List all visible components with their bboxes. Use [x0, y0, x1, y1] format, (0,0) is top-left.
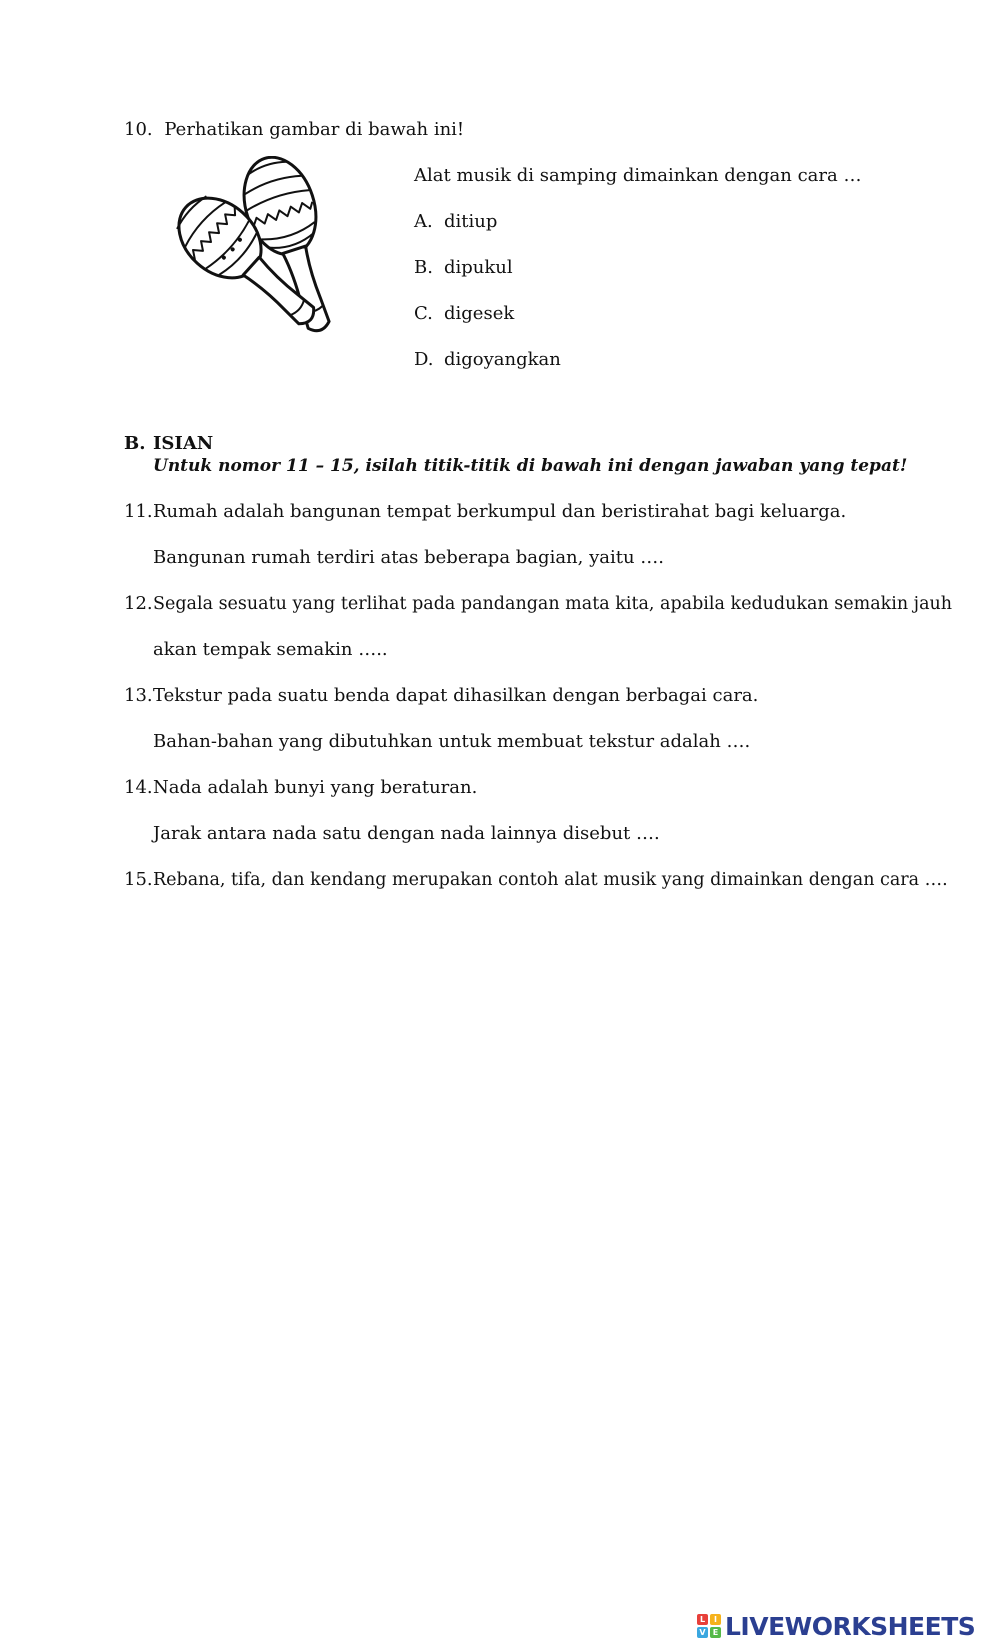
logo-letter: I	[710, 1614, 721, 1625]
item-14-line2: Jarak antara nada satu dengan nada lainnya disebut ….	[153, 823, 660, 844]
item-12-line2: akan tempak semakin …..	[153, 639, 388, 660]
item-11-number: 11.	[124, 501, 153, 522]
item-14-number: 14.	[124, 777, 153, 798]
option-text: digesek	[444, 303, 515, 324]
option-letter: C.	[414, 303, 433, 324]
item-15-number: 15.	[124, 869, 153, 890]
q10-number: 10.	[124, 119, 153, 140]
maracas-illustration	[168, 156, 368, 356]
logo-letter: V	[697, 1627, 708, 1638]
logo-icon	[697, 1614, 721, 1638]
item-12-number: 12.	[124, 593, 153, 614]
option-letter: B.	[414, 257, 433, 278]
item-13-line2: Bahan-bahan yang dibutuhkan untuk membuat tekstur adalah ….	[153, 731, 751, 752]
item-12-line1: Segala sesuatu yang terlihat pada pandangan mata kita, apabila kedudukan semakin jauh	[153, 594, 953, 614]
item-13-number: 13.	[124, 685, 153, 706]
option-letter: A.	[414, 211, 433, 232]
q10-option-b[interactable]	[414, 256, 513, 280]
option-text: ditiup	[444, 211, 498, 232]
item-11-line1: Rumah adalah bangunan tempat berkumpul dan beristirahat bagi keluarga.	[153, 501, 847, 522]
option-text: dipukul	[444, 257, 513, 278]
q10-prompt: Perhatikan gambar di bawah ini!	[164, 119, 465, 140]
option-letter: D.	[414, 349, 434, 370]
section-title: ISIAN	[153, 433, 214, 454]
brand-name: LIVEWORKSHEETS	[725, 1611, 976, 1641]
item-15-line1: Rebana, tifa, dan kendang merupakan contoh alat musik yang dimainkan dengan cara ….	[153, 870, 948, 890]
item-11-line2: Bangunan rumah terdiri atas beberapa bagian, yaitu ….	[153, 547, 665, 568]
logo-letter: L	[697, 1614, 708, 1625]
q10-option-c[interactable]	[414, 302, 515, 326]
q10-header	[124, 118, 464, 142]
q10-option-a[interactable]	[414, 210, 498, 234]
item-14-line1: Nada adalah bunyi yang beraturan.	[153, 777, 478, 798]
item-13-line1: Tekstur pada suatu benda dapat dihasilkan dengan berbagai cara.	[153, 685, 759, 706]
option-text: digoyangkan	[444, 349, 561, 370]
liveworksheets-logo[interactable]	[697, 1610, 975, 1642]
section-b-heading	[124, 432, 214, 456]
q10-option-d[interactable]	[414, 348, 561, 372]
section-letter: B.	[124, 433, 146, 454]
q10-question: Alat musik di samping dimainkan dengan cara …	[414, 165, 862, 186]
section-instruction: Untuk nomor 11 – 15, isilah titik-titik di bawah ini dengan jawaban yang tepat!	[153, 456, 908, 476]
logo-letter: E	[710, 1627, 721, 1638]
